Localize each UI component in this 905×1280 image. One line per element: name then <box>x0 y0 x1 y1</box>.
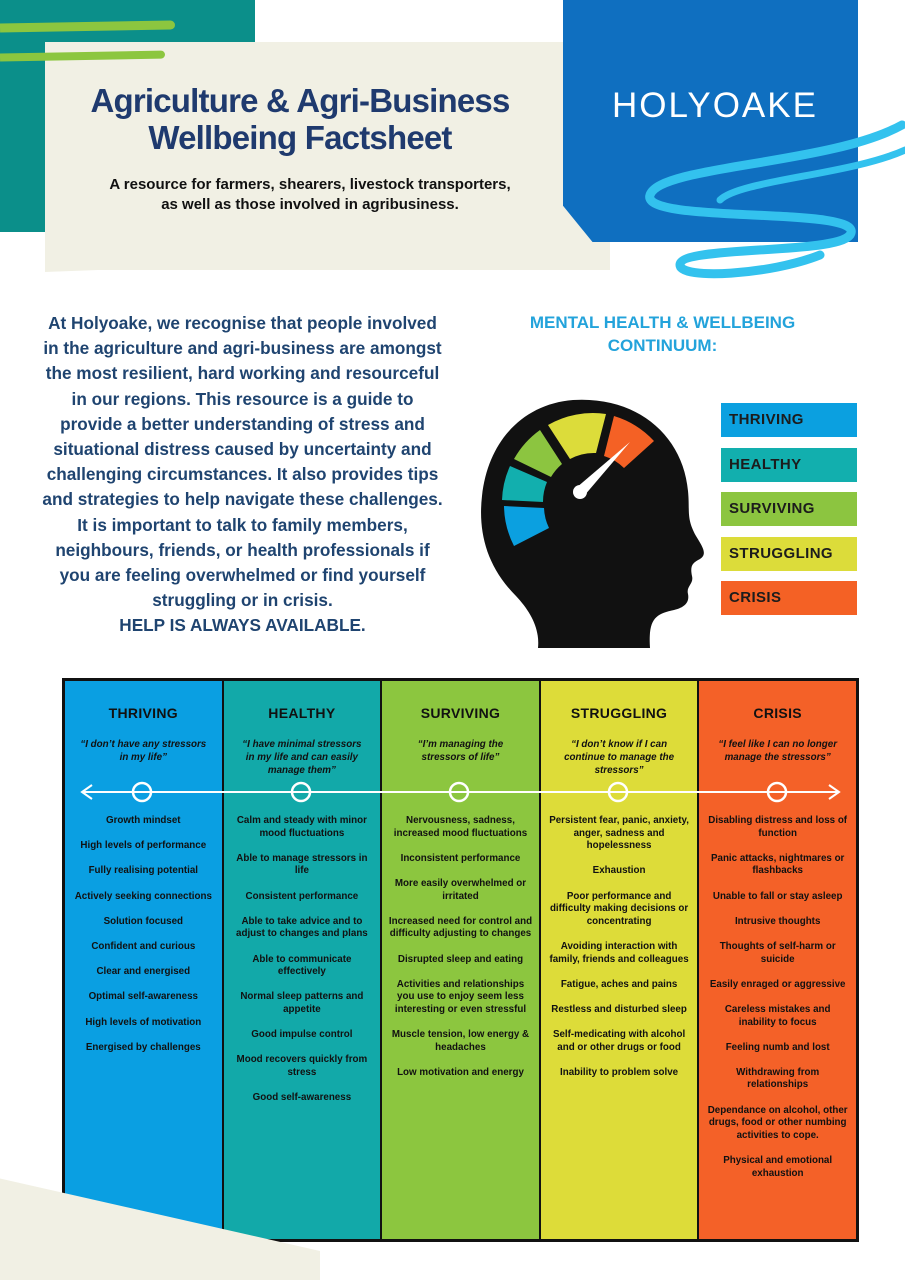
column-crisis <box>699 681 856 1239</box>
legend-item-thriving <box>721 403 857 437</box>
list-item: Physical and emotional exhaustion <box>723 1155 833 1179</box>
list-item: Actively seeking connections <box>74 890 212 902</box>
list-item: Confident and curious <box>91 940 196 952</box>
list-item: Solution focused <box>103 915 184 927</box>
list-item: Able to take advice and to adjust to changes and plans <box>236 915 368 940</box>
list-item: Disabling distress and loss of function <box>708 815 848 839</box>
legend-label: CRISIS <box>729 589 782 606</box>
legend-label: STRUGGLING <box>729 544 833 562</box>
list-item: Careless mistakes and inability to focus <box>724 1003 831 1028</box>
list-item: Activities and relationships you use to enjoy seem less interesting or even stressful <box>394 978 527 1015</box>
list-item: Poor performance and difficulty making decisions or concentrating <box>549 890 689 927</box>
list-item: More easily overwhelmed or irritated <box>394 877 527 902</box>
legend-item-surviving <box>721 492 857 526</box>
column-struggling <box>541 681 700 1239</box>
list-item: Self-medicating with alcohol and or other drugs or food <box>552 1029 686 1053</box>
swirl-decoration <box>620 105 905 290</box>
column-quote: “I’m managing the stressors of life” <box>417 739 504 763</box>
column-heading: SURVIVING <box>420 705 501 721</box>
list-item: Optimal self-awareness <box>88 991 199 1003</box>
list-item: Calm and steady with minor mood fluctuations <box>236 815 367 839</box>
continuum-title-line: CONTINUUM: <box>607 336 718 355</box>
legend-label: THRIVING <box>729 411 804 428</box>
head-gauge-icon <box>478 396 708 648</box>
list-item: Able to manage stressors in life <box>236 852 368 877</box>
intro-text: At Holyoake, we recognise that people involved in the agriculture and agri-business are amongst the most resilient, hard working and resourceful in our regions. This resource is a guide to provide a better understanding of stress and situational distress caused by uncertainty and challenging circumstances. It also provides tips and strategies to help navigate these challenges. It is important to talk to family members, neighbours, friends, or health professionals if you are feeling overwhelmed or find yourself struggling or in crisis. <box>42 313 443 611</box>
column-quote: “I have minimal stressors in my life and can easily manage them” <box>242 739 362 776</box>
symptom-list <box>388 815 533 1092</box>
symptom-list <box>705 815 850 1193</box>
symptom-list <box>230 815 375 1117</box>
legend-label: HEALTHY <box>729 455 802 473</box>
symptom-list <box>71 815 216 1067</box>
subtitle-line: A resource for farmers, shearers, livestock transporters, <box>109 176 511 193</box>
list-item: Panic attacks, nightmares or flashbacks <box>710 852 845 877</box>
column-quote: “I don’t have any stressors in my life” <box>80 739 207 763</box>
list-item: Able to communicate effectively <box>252 953 352 978</box>
list-item: Feeling numb and lost <box>725 1041 830 1053</box>
list-item: Disrupted sleep and eating <box>397 953 524 965</box>
help-available-text: HELP IS ALWAYS AVAILABLE. <box>119 615 366 636</box>
list-item: Consistent performance <box>245 890 359 902</box>
page-title <box>55 82 545 156</box>
column-heading: CRISIS <box>753 705 802 721</box>
column-quote: “I don’t know if I can continue to manage the stressors” <box>564 739 675 776</box>
list-item: Inconsistent performance <box>400 852 521 864</box>
list-item: Withdrawing from relationships <box>736 1066 820 1091</box>
title-line: Agriculture & Agri-Business <box>90 82 510 119</box>
column-heading: THRIVING <box>108 705 178 721</box>
list-item: Inability to problem solve <box>560 1066 679 1078</box>
list-item: Fully realising potential <box>88 865 198 877</box>
list-item: Fatigue, aches and pains <box>560 978 678 990</box>
column-surviving <box>382 681 541 1239</box>
page-subtitle <box>70 175 550 215</box>
list-item: Increased need for control and difficulty adjusting to changes <box>388 915 533 940</box>
list-item: High levels of motivation <box>85 1016 202 1028</box>
column-healthy <box>224 681 383 1239</box>
list-item: Energised by challenges <box>85 1041 201 1053</box>
holyoake-logo[interactable]: HOLYOAKE <box>612 86 818 125</box>
list-item: Easily enraged or aggressive <box>709 978 846 990</box>
list-item: High levels of performance <box>80 840 207 852</box>
list-item: Intrusive thoughts <box>734 915 821 927</box>
continuum-title <box>505 311 820 357</box>
symptom-list <box>547 815 692 1092</box>
list-item: Dependance on alcohol, other drugs, food or other numbing activities to cope. <box>707 1104 848 1141</box>
list-item: Clear and energised <box>96 966 191 978</box>
continuum-legend <box>721 403 857 626</box>
list-item: Restless and disturbed sleep <box>551 1003 687 1015</box>
legend-item-struggling <box>721 537 857 571</box>
list-item: Normal sleep patterns and appetite <box>240 991 364 1015</box>
continuum-table <box>62 678 859 1242</box>
list-item: Mood recovers quickly from stress <box>236 1054 368 1078</box>
column-thriving <box>65 681 224 1239</box>
column-heading: HEALTHY <box>268 705 336 721</box>
list-item: Persistent fear, panic, anxiety, anger, sadness and hopelessness <box>549 815 689 852</box>
continuum-title-line: MENTAL HEALTH & WELLBEING <box>529 313 796 332</box>
list-item: Avoiding interaction with family, friends and colleagues <box>549 940 689 965</box>
column-quote: “I feel like I can no longer manage the stressors” <box>718 739 838 763</box>
legend-item-crisis <box>721 581 857 615</box>
column-heading: STRUGGLING <box>570 705 668 721</box>
list-item: Exhaustion <box>592 865 646 877</box>
subtitle-line: as well as those involved in agribusiness. <box>161 196 459 213</box>
legend-label: SURVIVING <box>729 500 815 517</box>
list-item: Nervousness, sadness, increased mood fluctuations <box>393 815 528 839</box>
list-item: Thoughts of self-harm or suicide <box>719 940 836 965</box>
list-item: Good self-awareness <box>252 1092 352 1104</box>
list-item: Growth mindset <box>106 815 181 826</box>
intro-paragraph <box>40 311 445 639</box>
legend-item-healthy <box>721 448 857 482</box>
list-item: Good impulse control <box>251 1029 353 1041</box>
title-line: Wellbeing Factsheet <box>148 119 452 156</box>
list-item: Unable to fall or stay asleep <box>712 890 843 902</box>
list-item: Low motivation and energy <box>397 1066 524 1078</box>
list-item: Muscle tension, low energy & headaches <box>391 1029 530 1053</box>
